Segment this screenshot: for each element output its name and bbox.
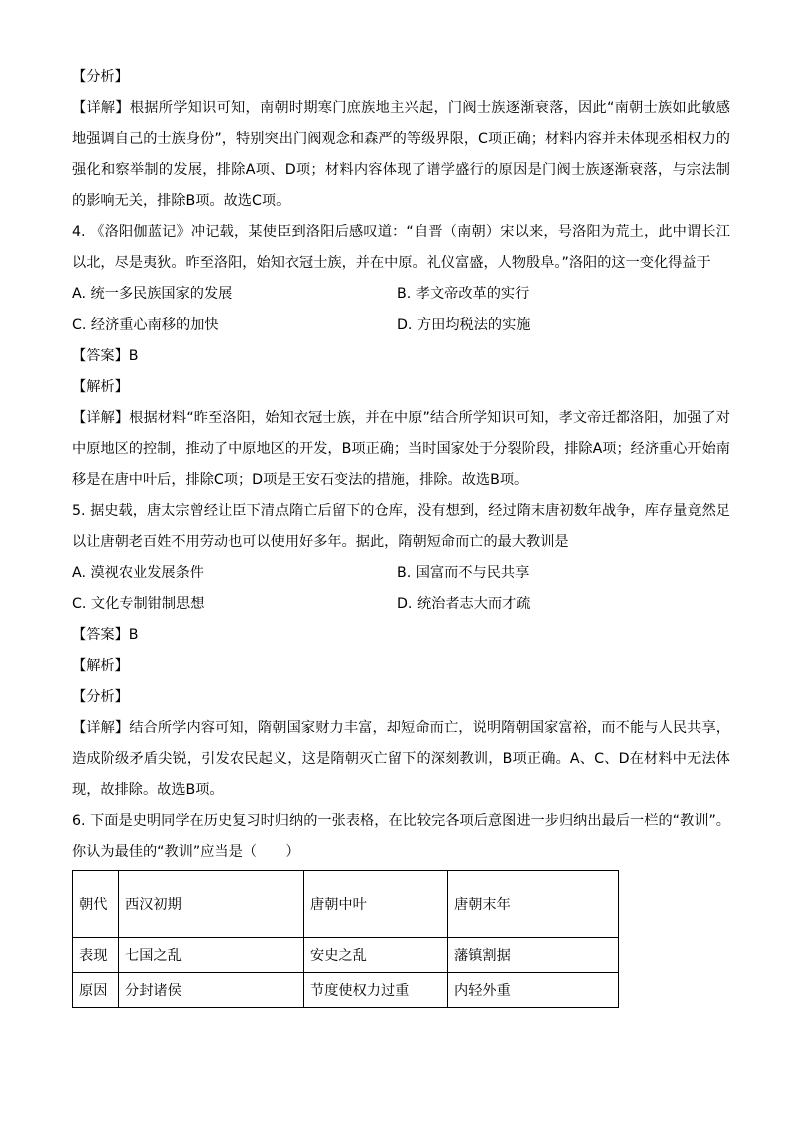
table-cell: 节度使权力过重 xyxy=(304,973,448,1008)
answer-label: 【答案】B xyxy=(72,348,139,364)
table-cell: 朝代 xyxy=(73,871,119,938)
question-4-options xyxy=(72,279,730,341)
option-b: B. 国富而不与民共享 xyxy=(397,565,530,581)
solution-label: 【解析】 xyxy=(72,379,129,395)
table-cell: 内轻外重 xyxy=(448,973,619,1008)
table-row xyxy=(73,973,619,1008)
option-d: D. 方田均税法的实施 xyxy=(397,317,531,333)
table-cell: 原因 xyxy=(73,973,119,1008)
explanation-paragraph: 【详解】根据材料“昨至洛阳，始知衣冠士族，并在中原”结合所学知识可知，孝文帝迁都洛阳，加强了对中原地区的控制，推动了中原地区的开发，B项正确；当时国家处于分裂阶段，排除A项；经济重心开始南移是在唐中叶后，排除C项；D项是王安石变法的措施，排除。故选B项。 xyxy=(72,410,730,488)
option-c: C. 文化专制钳制思想 xyxy=(72,596,205,612)
table-cell: 分封诸侯 xyxy=(119,973,304,1008)
table-cell: 安史之乱 xyxy=(304,938,448,973)
table-cell: 七国之乱 xyxy=(119,938,304,973)
table-cell: 藩镇割据 xyxy=(448,938,619,973)
question-5-stem: 5. 据史载，唐太宗曾经让臣下清点隋亡后留下的仓库，没有想到，经过隋末唐初数年战争，库存量竟然足以让唐朝老百姓不用劳动也可以使用好多年。据此，隋朝短命而亡的最大教训是 xyxy=(72,503,730,550)
option-b: B. 孝文帝改革的实行 xyxy=(397,286,530,302)
solution-label: 【解析】 xyxy=(72,658,129,674)
summary-table xyxy=(72,870,619,1008)
option-a: A. 漠视农业发展条件 xyxy=(72,565,204,581)
analysis-label: 【分析】 xyxy=(72,69,129,85)
option-d: D. 统治者志大而才疏 xyxy=(397,596,531,612)
analysis-label: 【分析】 xyxy=(72,689,129,705)
question-4-stem: 4. 《洛阳伽蓝记》冲记载，某使臣到洛阳后感叹道：“自晋（南朝）宋以来，号洛阳为荒土，此中谓长江以北，尽是夷狄。昨至洛阳，始知衣冠士族，并在中原。礼仪富盛，人物殷阜。”洛阳的这一变化得益于 xyxy=(72,224,730,271)
question-6-stem: 6. 下面是史明同学在历史复习时归纳的一张表格，在比较完各项后意图进一步归纳出最后一栏的“教训”。你认为最佳的“教训”应当是（ ） xyxy=(72,813,730,860)
document-page xyxy=(72,62,730,1008)
table-cell: 表现 xyxy=(73,938,119,973)
answer-label: 【答案】B xyxy=(72,627,139,643)
explanation-paragraph: 【详解】结合所学内容可知，隋朝国家财力丰富，却短命而亡，说明隋朝国家富裕，而不能与人民共享，造成阶级矛盾尖锐，引发农民起义，这是隋朝灭亡留下的深刻教训，B项正确。A、C、D在材料中无法体现，故排除。故选B项。 xyxy=(72,720,730,798)
table-cell: 唐朝中叶 xyxy=(304,871,448,938)
table-cell: 唐朝末年 xyxy=(448,871,619,938)
option-c: C. 经济重心南移的加快 xyxy=(72,317,219,333)
table-row xyxy=(73,871,619,938)
explanation-paragraph: 【详解】根据所学知识可知，南朝时期寒门庶族地主兴起，门阀士族逐渐衰落，因此“南朝士族如此敏感地强调自己的士族身份”，特别突出门阀观念和森严的等级界限，C项正确；材料内容并未体现丞相权力的强化和察举制的发展，排除A项、D项；材料内容体现了谱学盛行的原因是门阀士族逐渐衰落，与宗法制的影响无关，排除B项。故选C项。 xyxy=(72,100,730,209)
table-cell: 西汉初期 xyxy=(119,871,304,938)
question-5-options xyxy=(72,558,730,620)
option-a: A. 统一多民族国家的发展 xyxy=(72,286,233,302)
table-row xyxy=(73,938,619,973)
